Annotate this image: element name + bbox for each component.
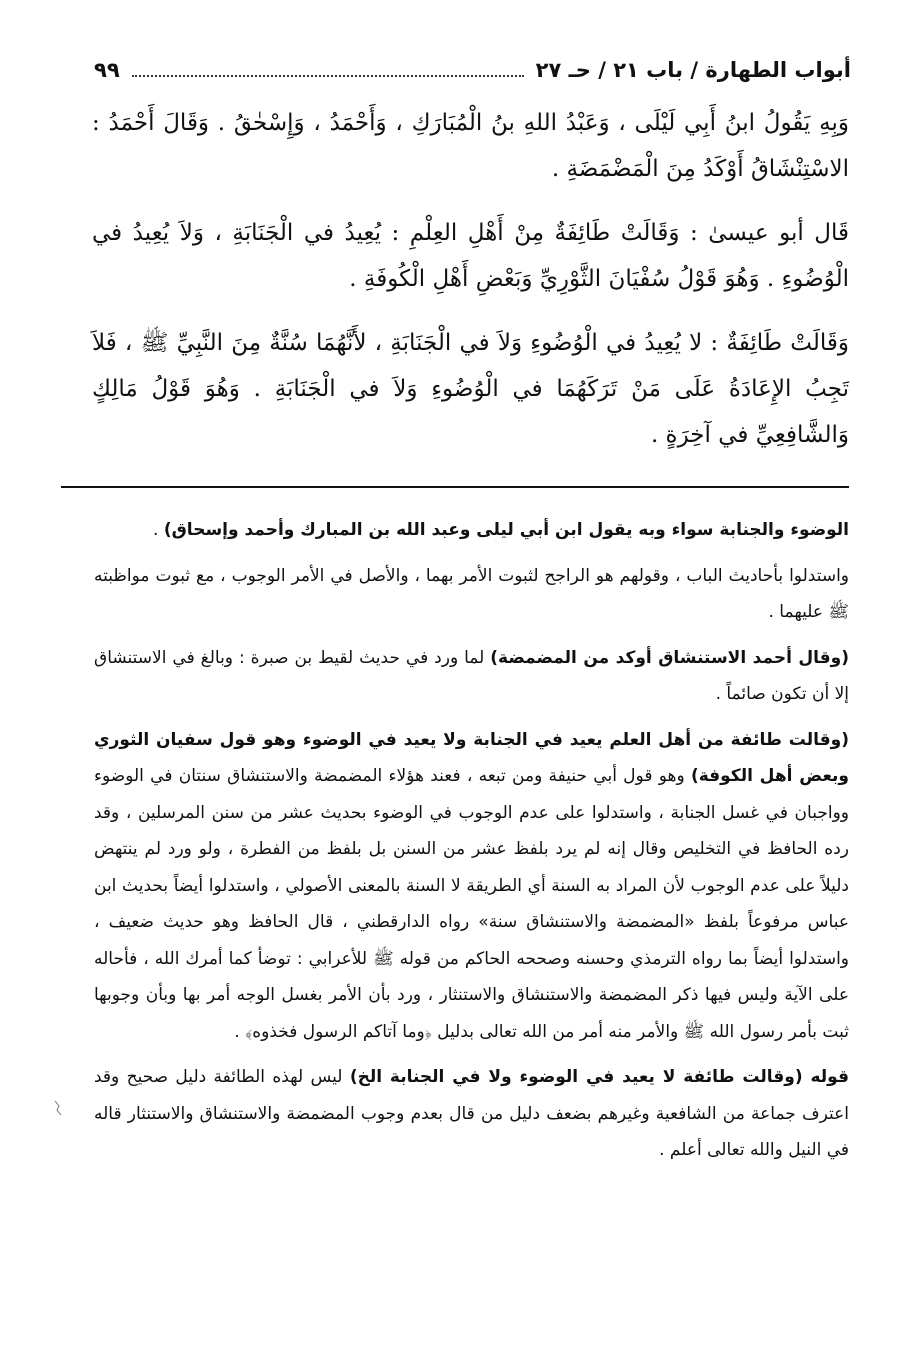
section-divider (61, 486, 849, 488)
margin-mark-icon (52, 1098, 66, 1118)
hadith-paragraph-2: قَال أبو عيسىٰ : وَقَالَتْ طَائِفَةٌ مِنْ أَهْلِ العِلْمِ : يُعِيدُ في الْجَنَابَةِ ، وَلاَ يُعِيدُ في الْوُضُوءِ . وَهُوَ قَوْلُ سُفْيَانَ الثَّوْرِيِّ وَبَعْضِ أَهْلِ الْكُوفَةِ . (92, 220, 849, 292)
hadith-paragraph-3: وَقَالَتْ طَائِفَةٌ : لا يُعِيدُ في الْوُضُوءِ وَلاَ في الْجَنَابَةِ ، لأَنَّهُمَا سُنَّةٌ مِنَ النَّبِيِّ ﷺ ، فَلاَ تَجِبُ الإِعَادَةُ عَلَى مَنْ تَرَكَهُمَا في الْوُضُوءِ وَلاَ في الْجَنَابَةِ . وَهُوَ قَوْلُ مَالِكٍ وَالشَّافِعِيِّ في آخِرَةٍ . (92, 330, 849, 448)
running-header (94, 52, 851, 88)
hadith-paragraph-1: وَبِهِ يَقُولُ ابنُ أَبِي لَيْلَى ، وَعَبْدُ اللهِ بنُ الْمُبَارَكِ ، وَأَحْمَدُ ، وَإِسْحٰقُ . وَقَالَ أَحْمَدُ : الاسْتِنْشَاقُ أَوْكَدُ مِنَ الْمَضْمَضَةِ . (92, 110, 849, 182)
leader-dots (132, 75, 524, 77)
commentary-text-run: لما ورد في حديث لقيط بن صبرة : وبالغ في الاستنشاق إلا أن تكون صائماً . (94, 647, 849, 704)
commentary-text-run: ليس لهذه الطائفة دليل صحيح وقد اعترف جماعة من الشافعية وغيرهم بضعف دليل من قال بعدم وجوب المضمضة والاستنشاق والاستنثار قاله في النيل والله تعالى أعلم . (94, 1067, 849, 1160)
chapter-title: أبواب الطهارة / باب ٢١ / حـ ٢٧ (535, 58, 851, 82)
commentary-paragraph-2: واستدلوا بأحاديث الباب ، وقولهم هو الراجح لثبوت الأمر بهما ، والأصل في الأمر الوجوب ، مع ثبوت مواظبته ﷺ عليهما . (94, 565, 849, 622)
hadith-text (92, 100, 849, 476)
commentary-paragraph-1 (94, 512, 849, 549)
commentary-paragraph-5 (94, 1059, 849, 1169)
commentary-paragraph-3 (94, 640, 849, 713)
commentary-paragraph-4 (94, 722, 849, 1051)
quoted-text: الوضوء والجنابة سواء وبه يقول ابن أبي ليلى وعبد الله بن المبارك وأحمد وإسحاق) (163, 520, 849, 540)
commentary-text-run: . (153, 520, 164, 540)
quoted-text: قوله (وقالت طائفة لا يعيد في الوضوء ولا في الجنابة الخ) (349, 1067, 849, 1087)
quoted-text: (وقال أحمد الاستنشاق أوكد من المضمضة) (490, 647, 849, 668)
commentary-text (94, 512, 849, 1178)
commentary-text-run: وهو قول أبي حنيفة ومن تبعه ، فعند هؤلاء المضمضة والاستنشاق سنتان في الوضوء وواجبان في غسل الجنابة ، واستدلوا على عدم الوجوب في الوضوء بحديث عشر من سنن المرسلين ، وقد رده الحافظ في التخليص وقال إنه لم يرد بلفظ عشر من السنن بل بلفظ من الفطرة ، ولو ورد لم ينتهض دليلاً على عدم الوجوب لأن المراد به السنة أي الطريقة لا السنة بالمعنى الأصولي ، واستدلوا أيضاً بحديث ابن عباس مرفوعاً بلفظ «المضمضة والاستنشاق سنة» رواه الدارقطني ، قال الحافظ وهو حديث ضعيف ، واستدلوا أيضاً بما رواه الترمذي وحسنه وصححه الحاكم من قوله ﷺ للأعرابي : توضأ كما أمرك الله ، فأحاله على الآية وليس فيها ذكر المضمضة والاستنشاق والاستنثار ، ورد بأن الأمر بغسل الوجه أمر بها وبأن وجوبها ثبت بأمر رسول الله ﷺ والأمر منه أمر من الله تعالى بدليل ﴿وما آتاكم الرسول فخذوه﴾ . (94, 766, 849, 1042)
quoted-text: (وقالت طائفة من أهل العلم يعيد في الجنابة ولا يعيد في الوضوء وهو قول سفيان الثوري وبعض أهل الكوفة) (94, 729, 849, 786)
page-number: ٩٩ (94, 58, 120, 82)
